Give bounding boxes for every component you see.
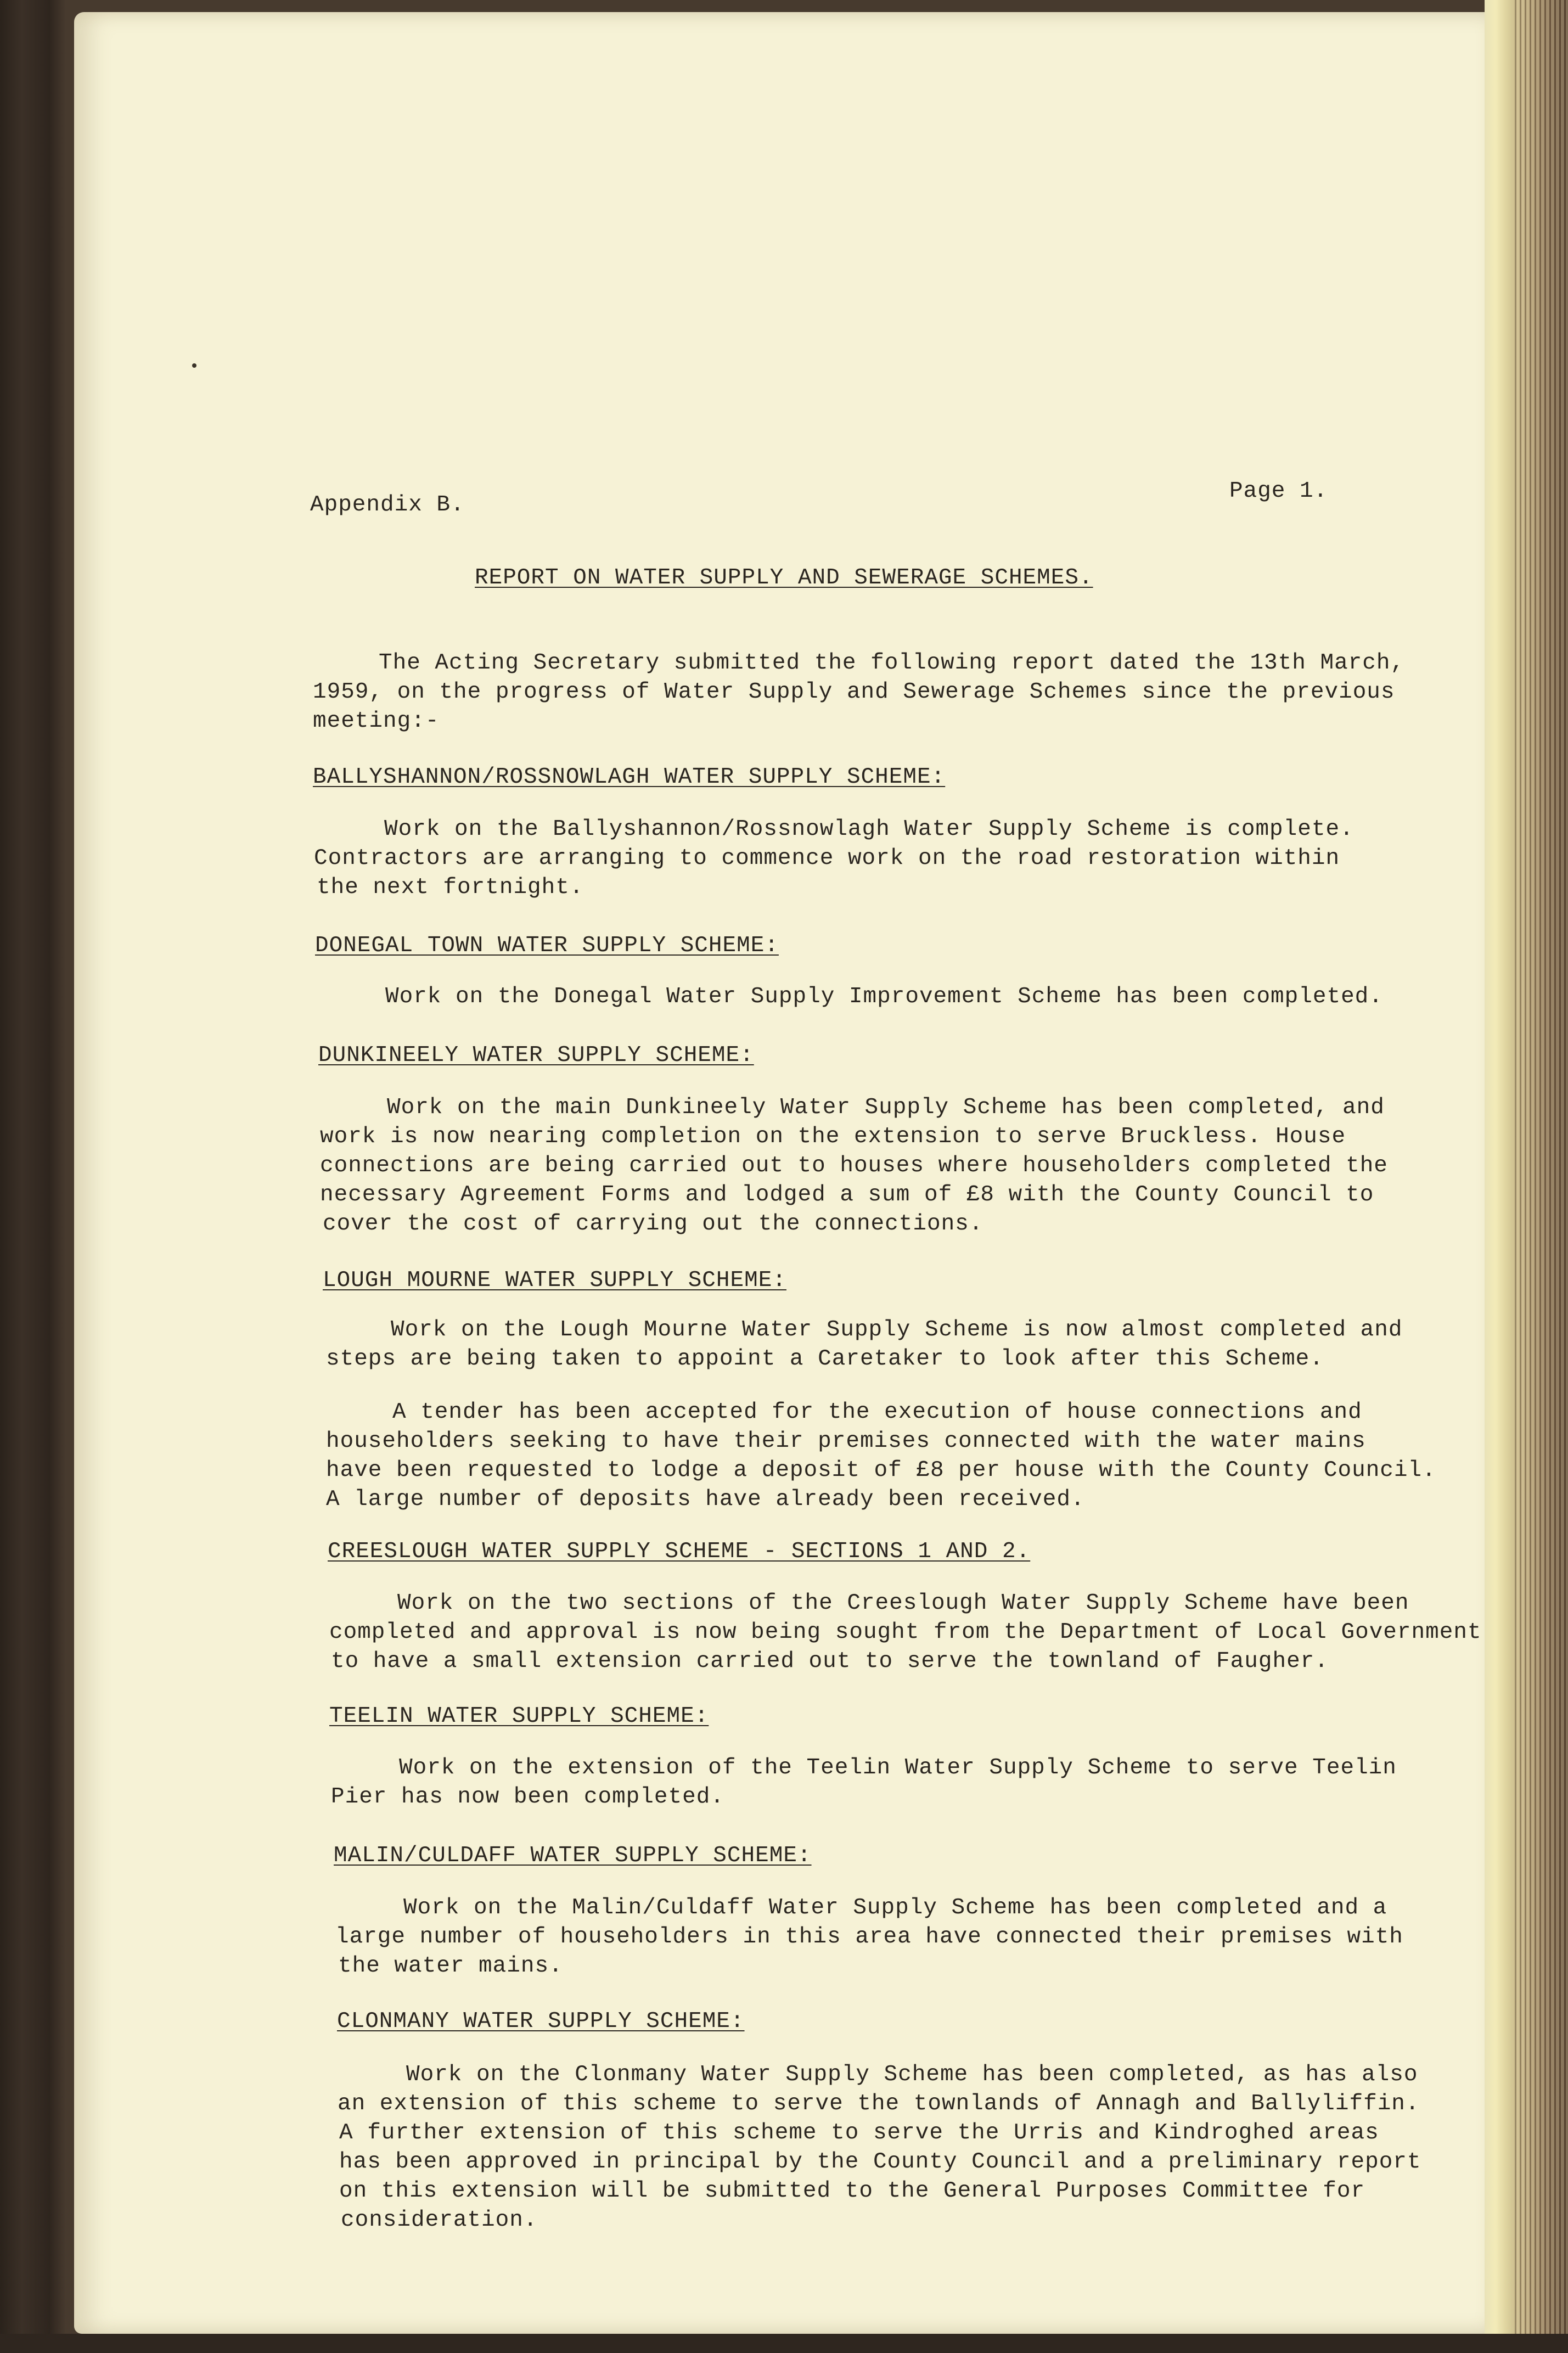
- paragraph-line: on this extension will be submitted to the General Purposes Committee for: [339, 2178, 1365, 2204]
- paragraph-line: necessary Agreement Forms and lodged a sum of £8 with the County Council to: [320, 1182, 1374, 1208]
- appendix-label: Appendix B.: [310, 492, 465, 518]
- paragraph-line: Work on the main Dunkineely Water Supply Scheme has been completed, and: [387, 1095, 1385, 1120]
- paragraph-line: an extension of this scheme to serve the townlands of Annagh and Ballyliffin.: [338, 2091, 1420, 2116]
- paragraph-line: A further extension of this scheme to serve the Urris and Kindroghed areas: [339, 2120, 1379, 2146]
- paragraph-line: completed and approval is now being sought from the Department of Local Government: [329, 1620, 1482, 1645]
- paragraph-line: Work on the Lough Mourne Water Supply Scheme is now almost completed and: [391, 1317, 1403, 1343]
- intro-line: The Acting Secretary submitted the following report dated the 13th March,: [379, 650, 1405, 676]
- paragraph-line: to have a small extension carried out to serve the townland of Faugher.: [331, 1649, 1329, 1674]
- paragraph-line: householders seeking to have their premises connected with the water mains: [326, 1429, 1366, 1454]
- paragraph-line: consideration.: [341, 2208, 538, 2233]
- paragraph-line: large number of householders in this area have connected their premises with: [335, 1924, 1403, 1950]
- intro-line: 1959, on the progress of Water Supply and Sewerage Schemes since the previous: [313, 679, 1395, 705]
- paragraph-line: Work on the Malin/Culdaff Water Supply Scheme has been completed and a: [403, 1895, 1387, 1920]
- paragraph-line: Pier has now been completed.: [331, 1784, 724, 1810]
- paragraph-line: Contractors are arranging to commence work on the road restoration within: [314, 846, 1340, 871]
- section-heading-dunkineely: DUNKINEELY WATER SUPPLY SCHEME:: [318, 1043, 754, 1068]
- paragraph-line: work is now nearing completion on the extension to serve Bruckless. House: [320, 1124, 1346, 1149]
- paragraph-line: have been requested to lodge a deposit of £8 per house with the County Council.: [326, 1458, 1436, 1483]
- section-heading-donegal-town: DONEGAL TOWN WATER SUPPLY SCHEME:: [315, 933, 779, 958]
- section-heading-ballyshannon: BALLYSHANNON/ROSSNOWLAGH WATER SUPPLY SCHEME:: [313, 765, 946, 790]
- section-heading-teelin: TEELIN WATER SUPPLY SCHEME:: [329, 1704, 709, 1729]
- paragraph-line: Work on the Ballyshannon/Rossnowlagh Water Supply Scheme is complete.: [384, 817, 1354, 842]
- page-title: REPORT ON WATER SUPPLY AND SEWERAGE SCHEMES.: [475, 565, 1093, 591]
- paragraph-line: A tender has been accepted for the execution of house connections and: [392, 1400, 1362, 1425]
- paragraph-line: steps are being taken to appoint a Caretaker to look after this Scheme.: [326, 1346, 1324, 1372]
- section-heading-clonmany: CLONMANY WATER SUPPLY SCHEME:: [337, 2009, 745, 2034]
- paragraph-line: cover the cost of carrying out the connections.: [323, 1211, 983, 1237]
- section-heading-malin-culdaff: MALIN/CULDAFF WATER SUPPLY SCHEME:: [334, 1843, 812, 1868]
- ink-speck: [192, 363, 196, 368]
- book-binding: [1515, 0, 1568, 2353]
- paragraph-line: the water mains.: [338, 1953, 563, 1979]
- paragraph-line: A large number of deposits have already been received.: [326, 1487, 1085, 1512]
- paragraph-line: Work on the two sections of the Creeslough Water Supply Scheme have been: [397, 1591, 1409, 1616]
- section-heading-creeslough: CREESLOUGH WATER SUPPLY SCHEME - SECTIONS 1 AND 2.: [328, 1539, 1031, 1564]
- bottom-edge: [0, 2334, 1568, 2353]
- paragraph-line: the next fortnight.: [317, 875, 584, 900]
- paragraph-line: Work on the extension of the Teelin Water Supply Scheme to serve Teelin: [399, 1755, 1397, 1781]
- paragraph-line: connections are being carried out to houses where householders completed the: [320, 1153, 1388, 1178]
- section-heading-lough-mourne: LOUGH MOURNE WATER SUPPLY SCHEME:: [323, 1268, 786, 1293]
- page-number: Page 1.: [1229, 479, 1328, 504]
- paragraph-line: Work on the Clonmany Water Supply Scheme has been completed, as has also: [406, 2062, 1418, 2087]
- paragraph-line: Work on the Donegal Water Supply Improvement Scheme has been completed.: [385, 984, 1383, 1009]
- intro-line: meeting:-: [313, 709, 440, 734]
- paragraph-line: has been approved in principal by the County Council and a preliminary report: [339, 2149, 1421, 2175]
